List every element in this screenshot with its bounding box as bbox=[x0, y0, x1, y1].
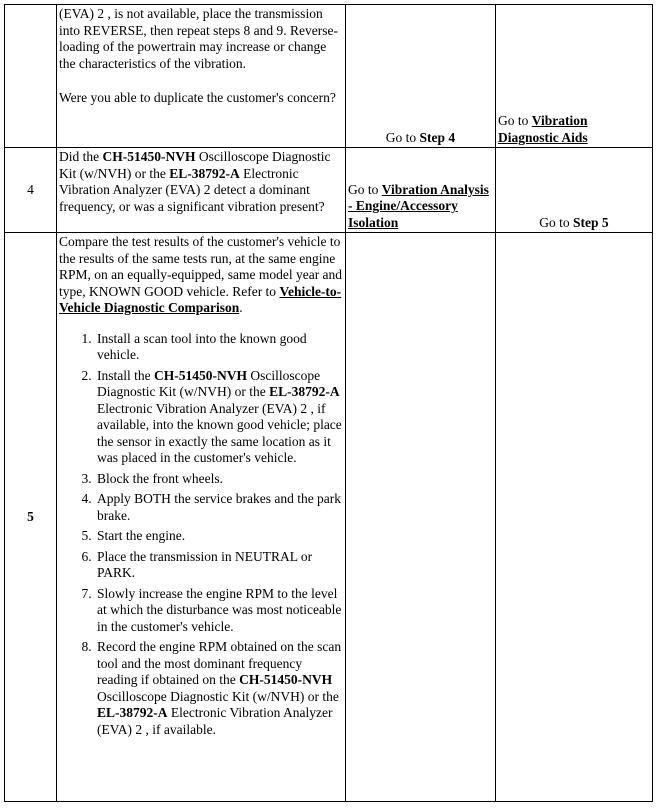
no-cell bbox=[496, 233, 653, 802]
question-text: Were you able to duplicate the customer's concern? bbox=[59, 90, 336, 105]
list-item: 2. Install the CH-51450-NVH Oscilloscope Diagnostic Kit (w/NVH) or the EL-38792-A Electronic Vibration Analyzer (EVA) 2 , if available, into the known good vehicle; place the sensor in exactly the same location as it was placed in the customer's vehicle. bbox=[95, 368, 343, 467]
table-row bbox=[5, 5, 653, 148]
yes-cell: Go to Vibration Analysis - Engine/Accessory Isolation bbox=[346, 148, 496, 233]
list-item: 8. Record the engine RPM obtained on the scan tool and the most dominant frequency reading if obtained on the CH-51450-NVH Oscilloscope Diagnostic Kit (w/NVH) or the EL-38792-A Electronic Vibration Analyzer (EVA) 2 , if available. bbox=[95, 639, 343, 738]
step-number-cell: 4 bbox=[5, 148, 57, 233]
list-item: 5. Start the engine. bbox=[95, 528, 343, 545]
list-item: 6. Place the transmission in NEUTRAL or PARK. bbox=[95, 549, 343, 582]
list-item: 7. Slowly increase the engine RPM to the level at which the disturbance was most noticeable in the customer's vehicle. bbox=[95, 586, 343, 636]
procedure-list bbox=[59, 331, 343, 739]
table-row bbox=[5, 233, 653, 802]
action-cell bbox=[57, 5, 346, 148]
diagnostic-table bbox=[4, 4, 653, 802]
step-number-cell: 5 bbox=[5, 233, 57, 802]
action-cell bbox=[57, 233, 346, 802]
step-number-cell bbox=[5, 5, 57, 148]
action-continuation: (EVA) 2 , is not available, place the transmission into REVERSE, then repeat steps 8 and 9. Reverse-loading of the powertrain may increase or change the characteristics of the vibration. bbox=[59, 6, 338, 71]
vibration-diagnostic-aids-link[interactable]: Vibration Diagnostic Aids bbox=[498, 113, 588, 145]
no-cell: Go to Vibration Diagnostic Aids bbox=[496, 5, 653, 148]
tool-number: CH-51450-NVH bbox=[102, 149, 196, 164]
list-item: 4. Apply BOTH the service brakes and the park brake. bbox=[95, 491, 343, 524]
no-cell: Go to Step 5 bbox=[496, 148, 653, 233]
tool-number: EL-38792-A bbox=[169, 165, 240, 181]
table-row bbox=[5, 148, 653, 233]
vehicle-comparison-link[interactable]: Vehicle-to-Vehicle Diagnostic Comparison bbox=[59, 283, 342, 315]
goto-step-link[interactable]: Step 4 bbox=[419, 129, 456, 145]
step-intro: Compare the test results of the customer's vehicle to the results of the same tests run, at the same engine RPM, on an equally-equipped, same model year and type, KNOWN GOOD vehicle. Refer to Vehicle-to-Vehicle Diagnostic Comparison. bbox=[59, 234, 343, 315]
vibration-analysis-link[interactable]: Vibration Analysis - Engine/Accessory Isolation bbox=[348, 181, 489, 230]
yes-cell bbox=[346, 233, 496, 802]
list-item: 1. Install a scan tool into the known good vehicle. bbox=[95, 331, 343, 364]
goto-step-link[interactable]: Step 5 bbox=[573, 214, 609, 230]
action-cell: Did the CH-51450-NVH Oscilloscope Diagnostic Kit (w/NVH) or the EL-38792-A Electronic Vibration Analyzer (EVA) 2 detect a dominant frequency, or was a significant vibration present? bbox=[57, 148, 346, 233]
yes-cell: Go to Step 4 bbox=[346, 5, 496, 148]
list-item: 3. Block the front wheels. bbox=[95, 471, 343, 488]
